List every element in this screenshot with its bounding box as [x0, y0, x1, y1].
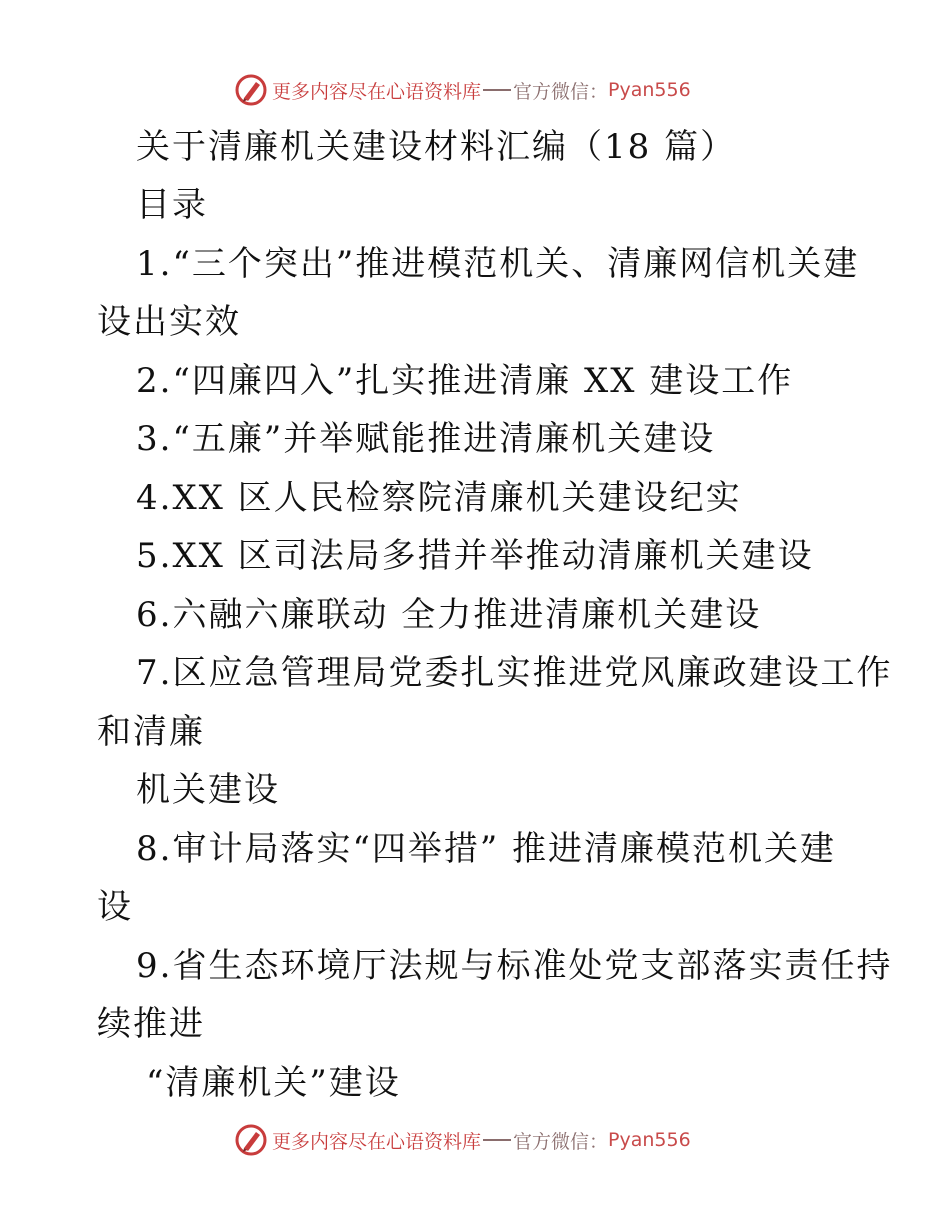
watermark-wechat-label: 官方微信：: [513, 80, 609, 103]
toc-item-9: 9.省生态环境厅法规与标准处党支部落实责任持: [136, 946, 893, 986]
watermark-footer: [234, 1123, 691, 1157]
watermark-site-text: 更多内容尽在心语资料库: [272, 1130, 482, 1153]
toc-item-8: 8.审计局落实“四举措” 推进清廉模范机关建: [136, 829, 837, 869]
toc-item-9-cont-2: “清廉机关”建设: [146, 1063, 401, 1103]
watermark-site-text: 更多内容尽在心语资料库: [272, 80, 482, 103]
watermark-divider: [483, 89, 511, 91]
toc-item-7-cont: 和清廉: [97, 712, 205, 752]
toc-item-3: 3.“五廉”并举赋能推进清廉机关建设: [136, 419, 716, 459]
toc-item-5: 5.XX 区司法局多措并举推动清廉机关建设: [136, 536, 814, 576]
watermark-header: [234, 73, 691, 107]
toc-item-1: 1.“三个突出”推进模范机关、清廉网信机关建: [136, 244, 860, 284]
document-title: 关于清廉机关建设材料汇编（18 篇）: [136, 127, 737, 167]
toc-item-4: 4.XX 区人民检察院清廉机关建设纪实: [136, 478, 742, 518]
toc-item-7: 7.区应急管理局党委扎实推进党风廉政建设工作: [136, 653, 893, 693]
pen-circle-logo-icon: [234, 73, 268, 107]
toc-item-2: 2.“四廉四入”扎实推进清廉 XX 建设工作: [136, 361, 794, 401]
watermark-divider: [483, 1139, 511, 1141]
watermark-wechat-id: Pyan556: [608, 79, 691, 101]
toc-item-8-cont: 设: [97, 887, 133, 927]
toc-heading: 目录: [136, 185, 208, 225]
toc-item-7-cont-2: 机关建设: [136, 770, 280, 810]
watermark-wechat-id: Pyan556: [608, 1129, 691, 1151]
pen-circle-logo-icon: [234, 1123, 268, 1157]
watermark-wechat-label: 官方微信：: [513, 1130, 609, 1153]
toc-item-9-cont: 续推进: [97, 1004, 205, 1044]
toc-item-1-cont: 设出实效: [97, 302, 241, 342]
toc-item-6: 6.六融六廉联动 全力推进清廉机关建设: [136, 595, 762, 635]
